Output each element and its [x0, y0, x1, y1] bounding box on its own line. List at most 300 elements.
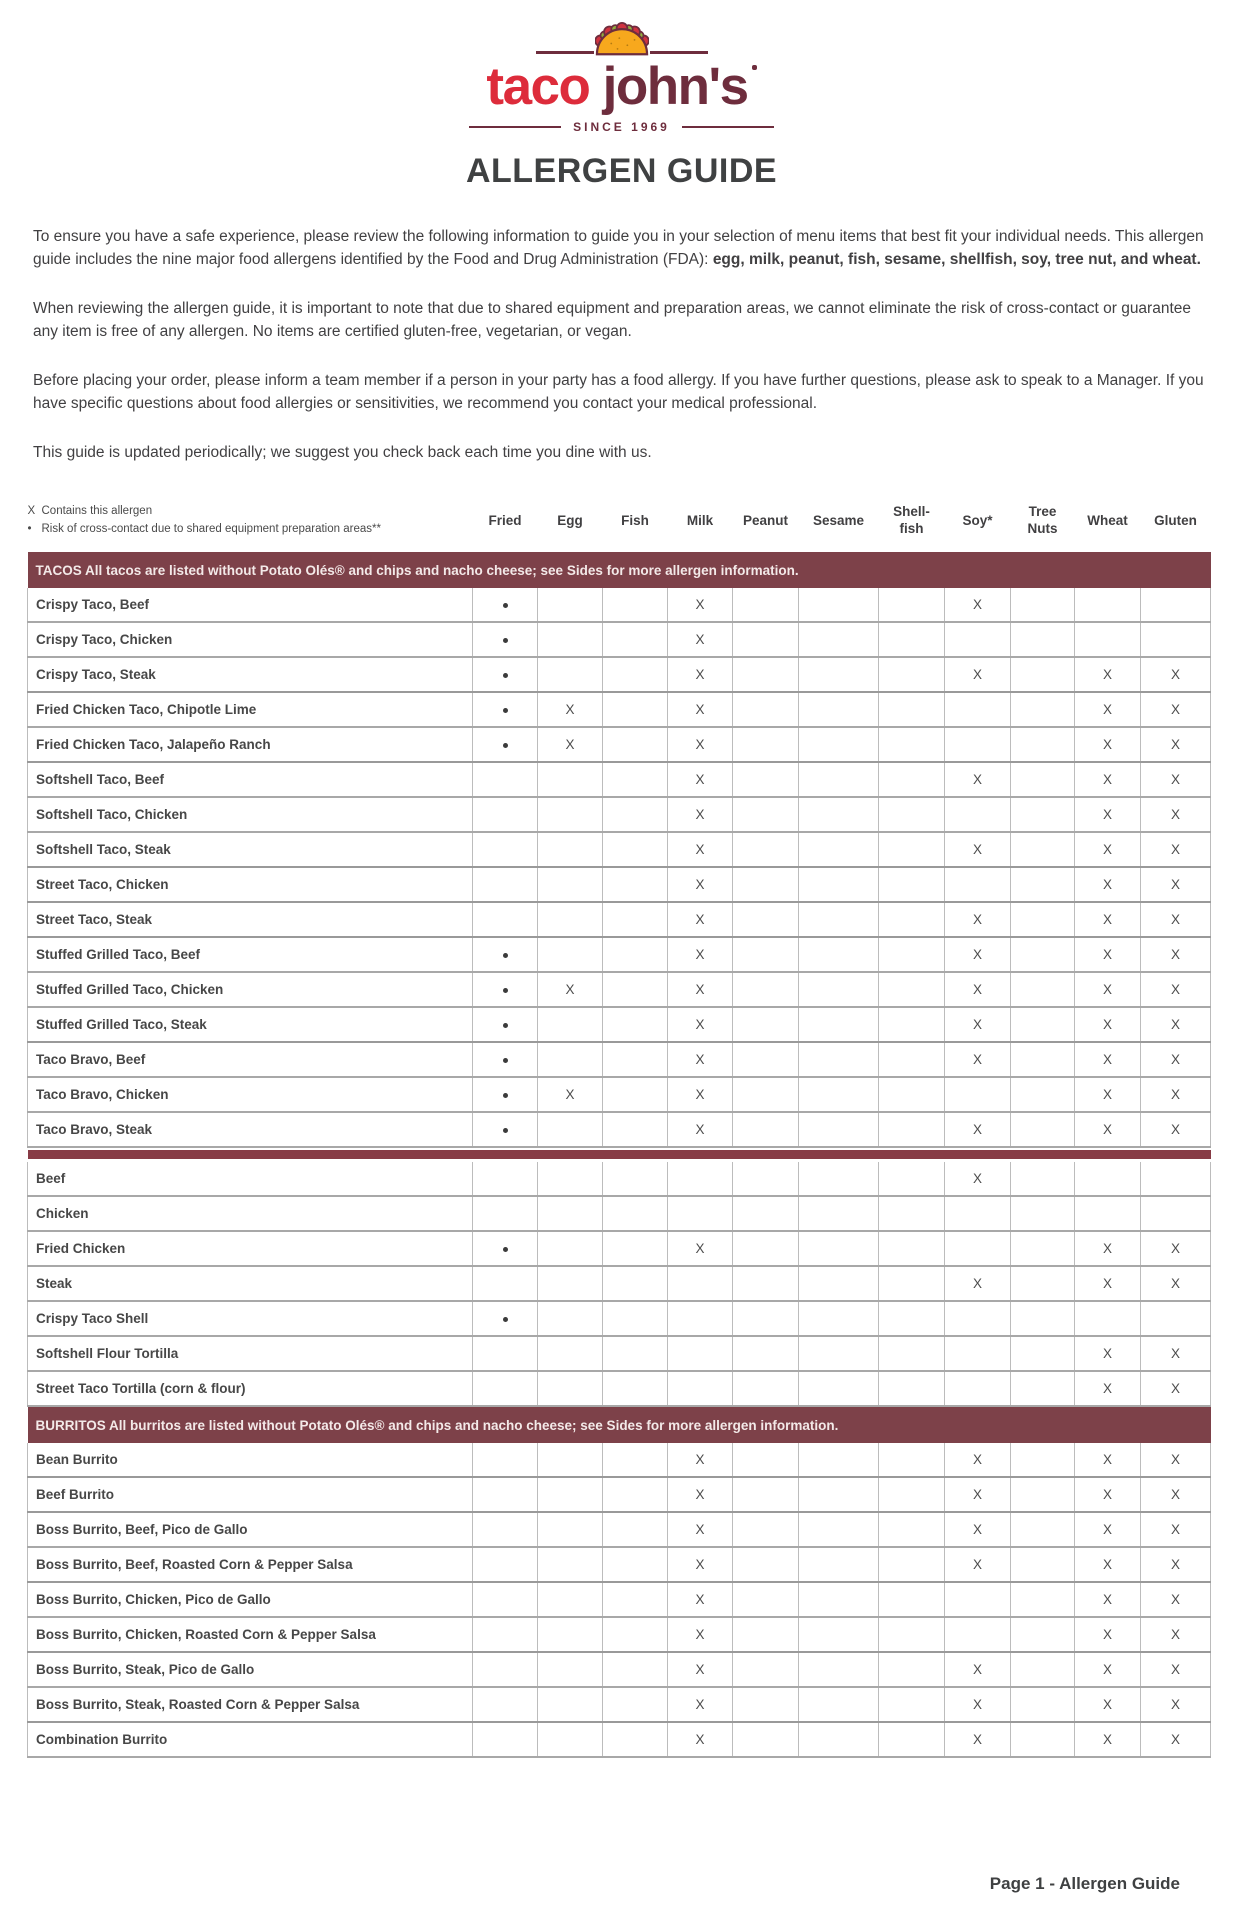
allergen-cell [473, 902, 538, 937]
allergen-cell [538, 1162, 603, 1196]
allergen-cell-contains: X [668, 1512, 733, 1547]
allergen-cell [1011, 867, 1075, 902]
allergen-cell-contains: X [945, 972, 1011, 1007]
allergen-cell [879, 1722, 945, 1757]
allergen-cell [473, 1443, 538, 1477]
allergen-cell-cross-contact [473, 1112, 538, 1147]
allergen-cell [1141, 588, 1211, 622]
allergen-cell-contains: X [1141, 832, 1211, 867]
allergen-cell [945, 867, 1011, 902]
allergen-cell [733, 1077, 799, 1112]
allergen-cell [1075, 588, 1141, 622]
allergen-cell-contains: X [945, 937, 1011, 972]
allergen-cell [799, 902, 879, 937]
cross-contact-dot-icon [503, 673, 508, 678]
allergen-cell-contains: X [945, 1266, 1011, 1301]
cross-contact-dot-icon [503, 638, 508, 643]
allergen-cell [879, 1336, 945, 1371]
allergen-cell-cross-contact [473, 1231, 538, 1266]
allergen-cell-contains: X [1141, 1617, 1211, 1652]
allergen-cell [879, 867, 945, 902]
table-row [28, 797, 1211, 832]
page-title: ALLERGEN GUIDE [465, 152, 778, 190]
allergen-cell [945, 622, 1011, 657]
allergen-cell [799, 657, 879, 692]
allergen-cell [799, 867, 879, 902]
allergen-cell-contains: X [945, 1652, 1011, 1687]
item-name-cell: Boss Burrito, Chicken, Pico de Gallo [28, 1582, 473, 1617]
cross-contact-dot-icon [503, 603, 508, 608]
allergen-cell [1011, 937, 1075, 972]
allergen-cell-contains: X [668, 727, 733, 762]
allergen-cell-contains: X [668, 972, 733, 1007]
allergen-cell [799, 797, 879, 832]
cross-contact-dot-icon [503, 988, 508, 993]
allergen-cell-contains: X [945, 1512, 1011, 1547]
allergen-cell [1011, 1687, 1075, 1722]
allergen-cell-contains: X [945, 588, 1011, 622]
section-divider-row [28, 1147, 1211, 1162]
allergen-cell [473, 1266, 538, 1301]
allergen-cell-contains: X [1075, 1077, 1141, 1112]
allergen-cell [603, 1582, 668, 1617]
allergen-cell [668, 1371, 733, 1406]
allergen-cell-contains: X [668, 762, 733, 797]
allergen-cell [538, 1042, 603, 1077]
allergen-cell [473, 1547, 538, 1582]
table-row [28, 1196, 1211, 1231]
allergen-cell [733, 1687, 799, 1722]
allergen-cell [733, 1547, 799, 1582]
allergen-cell [538, 1196, 603, 1231]
allergen-cell [945, 1077, 1011, 1112]
allergen-cell [733, 1007, 799, 1042]
allergen-cell-contains: X [1141, 797, 1211, 832]
allergen-cell-contains: X [668, 1722, 733, 1757]
allergen-cell [879, 797, 945, 832]
table-row [28, 1077, 1211, 1112]
allergen-cell-contains: X [1141, 1443, 1211, 1477]
legend-dot-marker: • [27, 523, 32, 535]
allergen-cell [538, 1371, 603, 1406]
allergen-cell [603, 902, 668, 937]
allergen-cell [799, 622, 879, 657]
allergen-cell-contains: X [1141, 657, 1211, 692]
allergen-cell-contains: X [1075, 937, 1141, 972]
allergen-cell [879, 622, 945, 657]
table-row [28, 937, 1211, 972]
allergen-cell-contains: X [1141, 902, 1211, 937]
allergen-cell [603, 1371, 668, 1406]
section-header-label: BURRITOS All burritos are listed without Potato Olés® and chips and nacho cheese; see Sides for more allergen information. [28, 1406, 1211, 1443]
allergen-cell [799, 1196, 879, 1231]
item-name-cell: Taco Bravo, Steak [28, 1112, 473, 1147]
allergen-cell-contains: X [1075, 1231, 1141, 1266]
allergen-table-body [28, 552, 1211, 1757]
allergen-cell-contains: X [1075, 1042, 1141, 1077]
table-row [28, 1301, 1211, 1336]
allergen-cell-contains: X [668, 1617, 733, 1652]
taco-icon [595, 22, 649, 56]
allergen-cell [879, 1652, 945, 1687]
table-row [28, 1266, 1211, 1301]
allergen-cell [733, 1722, 799, 1757]
allergen-cell [733, 1336, 799, 1371]
allergen-cell-contains: X [1141, 1077, 1211, 1112]
allergen-cell-contains: X [1141, 1477, 1211, 1512]
allergen-cell [733, 1266, 799, 1301]
allergen-cell [473, 1722, 538, 1757]
section-header-row [28, 1406, 1211, 1443]
allergen-cell [603, 1477, 668, 1512]
cross-contact-dot-icon [503, 1247, 508, 1252]
allergen-cell [603, 762, 668, 797]
allergen-cell [668, 1301, 733, 1336]
allergen-cell [1011, 1582, 1075, 1617]
allergen-cell [1011, 1443, 1075, 1477]
allergen-cell [945, 1231, 1011, 1266]
allergen-cell [538, 867, 603, 902]
allergen-cell [879, 1007, 945, 1042]
allergen-cell-contains: X [945, 1112, 1011, 1147]
allergen-cell [603, 588, 668, 622]
item-name-cell: Taco Bravo, Beef [28, 1042, 473, 1077]
allergen-cell [603, 1196, 668, 1231]
section-divider-bar [28, 1150, 1211, 1159]
allergen-cell [538, 1547, 603, 1582]
allergen-cell [1011, 972, 1075, 1007]
allergen-cell [1011, 1196, 1075, 1231]
table-row [28, 727, 1211, 762]
table-row [28, 1007, 1211, 1042]
allergen-cell [879, 1162, 945, 1196]
item-name-cell: Street Taco, Steak [28, 902, 473, 937]
allergen-cell [799, 1582, 879, 1617]
allergen-cell-contains: X [1075, 1512, 1141, 1547]
allergen-cell [1141, 1301, 1211, 1336]
item-name-cell: Boss Burrito, Steak, Pico de Gallo [28, 1652, 473, 1687]
allergen-cell [799, 1512, 879, 1547]
allergen-cell [603, 657, 668, 692]
allergen-cell [879, 657, 945, 692]
allergen-cell [879, 1112, 945, 1147]
table-row [28, 588, 1211, 622]
allergen-cell [879, 588, 945, 622]
allergen-cell [473, 1336, 538, 1371]
legend-contains-line [28, 502, 473, 520]
allergen-cell-contains: X [668, 1582, 733, 1617]
allergen-cell [538, 1336, 603, 1371]
allergen-cell [603, 1301, 668, 1336]
cross-contact-dot-icon [503, 1128, 508, 1133]
allergen-cell [733, 1162, 799, 1196]
allergen-cell [879, 1547, 945, 1582]
legend-cross-contact-line [28, 520, 473, 538]
intro-paragraph-2: When reviewing the allergen guide, it is important to note that due to shared equipment and preparation areas, we cannot eliminate the risk of cross-contact or guarantee any item is free of any allergen. No items are certified gluten-free, vegetarian, or vegan. [33, 300, 1192, 340]
allergen-cell [603, 1722, 668, 1757]
allergen-cell [603, 937, 668, 972]
allergen-cell-contains: X [1075, 657, 1141, 692]
allergen-cell [473, 1687, 538, 1722]
allergen-cell [945, 1336, 1011, 1371]
allergen-cell [603, 1007, 668, 1042]
legend-x-text: Contains this allergen [41, 505, 153, 517]
allergen-cell [538, 1652, 603, 1687]
allergen-cell [603, 1042, 668, 1077]
allergen-cell-contains: X [945, 902, 1011, 937]
allergen-cell-contains: X [1141, 727, 1211, 762]
item-name-cell: Stuffed Grilled Taco, Chicken [28, 972, 473, 1007]
allergen-cell [1141, 1162, 1211, 1196]
allergen-cell [799, 1162, 879, 1196]
item-name-cell: Beef [28, 1162, 473, 1196]
allergen-cell-contains: X [1075, 1547, 1141, 1582]
allergen-cell [733, 1371, 799, 1406]
allergen-cell [1011, 1077, 1075, 1112]
allergen-cell-contains: X [1075, 1722, 1141, 1757]
allergen-cell [1011, 902, 1075, 937]
allergen-cell-contains: X [1075, 1582, 1141, 1617]
allergen-cell [799, 1231, 879, 1266]
allergen-cell [879, 1266, 945, 1301]
allergen-cell-contains: X [1141, 867, 1211, 902]
allergen-cell [733, 622, 799, 657]
allergen-cell-contains: X [1141, 937, 1211, 972]
allergen-cell [668, 1336, 733, 1371]
allergen-cell [1011, 657, 1075, 692]
trademark-dot-icon [752, 65, 757, 70]
allergen-cell [603, 1266, 668, 1301]
allergen-cell-contains: X [668, 1077, 733, 1112]
table-row [28, 1371, 1211, 1406]
allergen-cell [799, 1266, 879, 1301]
logo-taco-row [0, 16, 1243, 56]
allergen-cell [1011, 1231, 1075, 1266]
allergen-cell [603, 1443, 668, 1477]
cross-contact-dot-icon [503, 1093, 508, 1098]
allergen-cell [879, 937, 945, 972]
column-header: Gluten [1154, 512, 1197, 528]
allergen-cell [473, 1512, 538, 1547]
allergen-cell [733, 832, 799, 867]
intro-p1-normal: To ensure you have a safe experience, please review the following information to guide you in your selection of menu items that best fit your individual needs. This allergen guide includes the nine major food allergens identified by the Food and Drug Administration (FDA): [33, 228, 1204, 268]
allergen-cell [799, 1371, 879, 1406]
table-row [28, 1336, 1211, 1371]
allergen-cell [799, 1477, 879, 1512]
allergen-cell [1011, 622, 1075, 657]
allergen-cell [945, 692, 1011, 727]
allergen-cell-contains: X [945, 1722, 1011, 1757]
allergen-cell [603, 1231, 668, 1266]
allergen-cell-contains: X [668, 657, 733, 692]
table-row [28, 692, 1211, 727]
allergen-cell-contains: X [1075, 867, 1141, 902]
allergen-cell [1011, 1722, 1075, 1757]
allergen-cell [1011, 832, 1075, 867]
item-name-cell: Steak [28, 1266, 473, 1301]
allergen-cell-contains: X [945, 657, 1011, 692]
allergen-cell [1011, 1336, 1075, 1371]
allergen-cell [1011, 1007, 1075, 1042]
allergen-cell [603, 1687, 668, 1722]
allergen-cell [799, 832, 879, 867]
allergen-cell-contains: X [945, 762, 1011, 797]
allergen-cell-contains: X [1141, 1231, 1211, 1266]
allergen-cell [538, 1477, 603, 1512]
item-name-cell: Boss Burrito, Beef, Roasted Corn & Pepper Salsa [28, 1547, 473, 1582]
intro-paragraph-1 [33, 225, 1210, 271]
item-name-cell: Fried Chicken Taco, Chipotle Lime [28, 692, 473, 727]
allergen-cell [879, 1512, 945, 1547]
allergen-cell [1011, 1617, 1075, 1652]
allergen-cell [538, 622, 603, 657]
allergen-cell [1011, 1042, 1075, 1077]
allergen-cell [603, 1162, 668, 1196]
allergen-cell-contains: X [1141, 1582, 1211, 1617]
allergen-cell [733, 657, 799, 692]
allergen-cell-cross-contact [473, 657, 538, 692]
allergen-cell [538, 1443, 603, 1477]
table-row [28, 1652, 1211, 1687]
column-header: Peanut [742, 512, 788, 528]
allergen-cell-cross-contact [473, 692, 538, 727]
allergen-cell [733, 1231, 799, 1266]
cross-contact-dot-icon [503, 708, 508, 713]
table-row [28, 1687, 1211, 1722]
section-divider-cell [28, 1147, 1211, 1162]
allergen-cell-contains: X [668, 1112, 733, 1147]
allergen-cell [799, 1617, 879, 1652]
column-header: Tree Nuts [1027, 504, 1058, 536]
item-name-cell: Boss Burrito, Beef, Pico de Gallo [28, 1512, 473, 1547]
allergen-cell [603, 622, 668, 657]
table-row [28, 1512, 1211, 1547]
allergen-cell-contains: X [1075, 832, 1141, 867]
allergen-cell-contains: X [668, 832, 733, 867]
item-name-cell: Street Taco, Chicken [28, 867, 473, 902]
allergen-cell [945, 1617, 1011, 1652]
since-line-right [682, 126, 774, 128]
allergen-cell [538, 797, 603, 832]
table-row [28, 1042, 1211, 1077]
table-row [28, 832, 1211, 867]
table-row [28, 1443, 1211, 1477]
allergen-cell [1011, 1301, 1075, 1336]
item-name-cell: Stuffed Grilled Taco, Steak [28, 1007, 473, 1042]
allergen-cell [733, 1477, 799, 1512]
allergen-cell-contains: X [668, 867, 733, 902]
cross-contact-dot-icon [503, 953, 508, 958]
cross-contact-dot-icon [503, 743, 508, 748]
allergen-cell [473, 832, 538, 867]
allergen-cell [799, 1007, 879, 1042]
allergen-cell [1011, 1112, 1075, 1147]
item-name-cell: Bean Burrito [28, 1443, 473, 1477]
allergen-cell [473, 797, 538, 832]
allergen-cell-contains: X [1075, 1477, 1141, 1512]
allergen-cell-cross-contact [473, 1007, 538, 1042]
intro-p1-bold-allergens: egg, milk, peanut, fish, sesame, shellfish, soy, tree nut, and wheat. [712, 251, 1201, 268]
allergen-cell-contains: X [1141, 1547, 1211, 1582]
allergen-cell [1011, 762, 1075, 797]
allergen-cell-contains: X [668, 692, 733, 727]
allergen-cell [668, 1266, 733, 1301]
allergen-cell [1011, 1162, 1075, 1196]
allergen-cell [733, 937, 799, 972]
allergen-cell [879, 1582, 945, 1617]
allergen-cell [945, 1196, 1011, 1231]
allergen-cell [538, 1112, 603, 1147]
allergen-cell [879, 1371, 945, 1406]
section-header-label: TACOS All tacos are listed without Potato Olés® and chips and nacho cheese; see Sides for more allergen information. [28, 552, 1211, 588]
allergen-cell [538, 657, 603, 692]
column-header: Fish [621, 512, 649, 528]
allergen-cell [668, 1162, 733, 1196]
allergen-cell [538, 1582, 603, 1617]
allergen-cell-contains: X [668, 1687, 733, 1722]
allergen-cell-contains: X [1141, 972, 1211, 1007]
allergen-cell [879, 1301, 945, 1336]
allergen-cell [603, 832, 668, 867]
allergen-cell [799, 1077, 879, 1112]
allergen-cell-cross-contact [473, 588, 538, 622]
column-header: Fried [488, 512, 522, 528]
allergen-cell [799, 1336, 879, 1371]
allergen-cell [733, 867, 799, 902]
allergen-cell [603, 797, 668, 832]
allergen-cell [1011, 588, 1075, 622]
allergen-cell [603, 1512, 668, 1547]
legend-dot-text: Risk of cross-contact due to shared equipment preparation areas** [41, 523, 381, 535]
allergen-cell [733, 1512, 799, 1547]
item-name-cell: Softshell Taco, Steak [28, 832, 473, 867]
allergen-cell [603, 692, 668, 727]
allergen-cell [1011, 692, 1075, 727]
allergen-cell-contains: X [1141, 692, 1211, 727]
allergen-cell [603, 1077, 668, 1112]
table-row [28, 1617, 1211, 1652]
allergen-cell [538, 1512, 603, 1547]
allergen-cell [603, 1617, 668, 1652]
intro-paragraph-3: Before placing your order, please inform a team member if a person in your party has a food allergy. If you have further questions, please ask to speak to a Manager. If you have specific questions about food allergies or sensitivities, we recommend you contact your medical professional. [33, 372, 1204, 412]
allergen-cell [799, 762, 879, 797]
allergen-cell-contains: X [1075, 1371, 1141, 1406]
allergen-cell [1075, 1162, 1141, 1196]
item-name-cell: Boss Burrito, Chicken, Roasted Corn & Pepper Salsa [28, 1617, 473, 1652]
allergen-cell-contains: X [668, 588, 733, 622]
table-row [28, 1112, 1211, 1147]
allergen-cell [1011, 1266, 1075, 1301]
allergen-cell-contains: X [538, 692, 603, 727]
allergen-cell-contains: X [1141, 1336, 1211, 1371]
table-row [28, 1231, 1211, 1266]
allergen-cell [603, 867, 668, 902]
column-header: Shell- fish [893, 504, 930, 536]
item-name-cell: Boss Burrito, Steak, Roasted Corn & Pepper Salsa [28, 1687, 473, 1722]
allergen-cell [538, 902, 603, 937]
item-name-cell: Fried Chicken [28, 1231, 473, 1266]
allergen-cell [733, 1617, 799, 1652]
table-row [28, 1582, 1211, 1617]
allergen-cell [473, 1196, 538, 1231]
allergen-cell [538, 1007, 603, 1042]
allergen-cell-contains: X [1141, 1007, 1211, 1042]
allergen-cell [733, 1443, 799, 1477]
logo-since-row [0, 120, 1243, 134]
allergen-cell [799, 1301, 879, 1336]
table-row [28, 762, 1211, 797]
column-header: Soy* [962, 512, 993, 528]
